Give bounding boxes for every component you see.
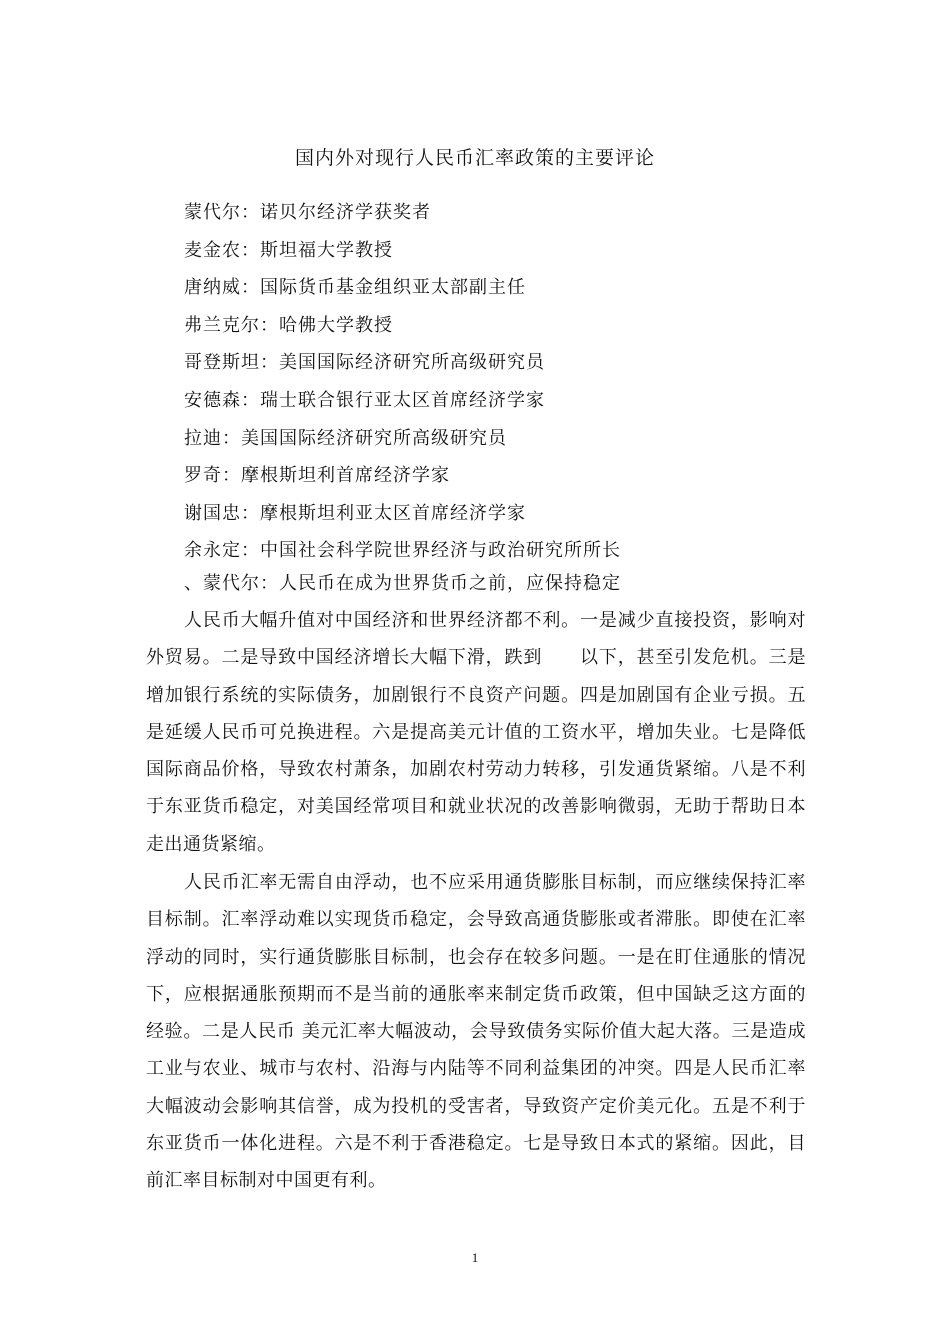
list-item: 余永定：中国社会科学院世界经济与政治研究所所长: [184, 540, 621, 562]
page-title: 国内外对现行人民币汇率政策的主要评论: [294, 147, 655, 169]
list-item: 蒙代尔：诺贝尔经济学获奖者: [184, 202, 431, 223]
page-number: 1: [471, 1250, 479, 1265]
list-item: 弗兰克尔：哈佛大学教授: [184, 314, 393, 336]
list-item: 罗奇：摩根斯坦利首席经济学家: [184, 465, 450, 487]
list-item: 唐纳威：国际货币基金组织亚太部副主任: [184, 277, 526, 299]
list-item: 哥登斯坦：美国国际经济研究所高级研究员: [184, 352, 545, 374]
list-item: 麦金农：斯坦福大学教授: [184, 239, 393, 261]
section-heading: 、蒙代尔：人民币在成为世界货币之前，应保持稳定: [184, 573, 621, 594]
body-paragraph: 人民币大幅升值对中国经济和世界经济都不利。一是减少直接投资，影响对外贸易。二是导致中国经济增长大幅下滑，跌到 以下，甚至引发危机。三是增加银行系统的实际债务，加剧银行不良资产问题。四是加剧国有企业亏损。五是延缓人民币可兑换进程。六是提高美元计值的工资水平，增加失业。七是降低国际商品价格，导致农村萧条，加剧农村劳动力转移，引发通货紧缩。八是不利于东亚货币稳定，对美国经常项目和就业状况的改善影响微弱，无助于帮助日本走出通货紧缩。: [146, 610, 806, 855]
commentator-list: [184, 194, 621, 570]
body-paragraph: 人民币汇率无需自由浮动，也不应采用通货膨胀目标制，而应继续保持汇率目标制。汇率浮动难以实现货币稳定，会导致高通货膨胀或者滞胀。即使在汇率浮动的同时，实行通货膨胀目标制，也会存在较多问题。一是在盯住通胀的情况下，应根据通胀预期而不是当前的通胀率来制定货币政策，但中国缺乏这方面的经验。二是人民币 美元汇率大幅波动，会导致债务实际价值大起大落。三是造成工业与农业、城市与农村、沿海与内陆等不同利益集团的冲突。四是人民币汇率大幅波动会影响其信誉，成为投机的受害者，导致资产定价美元化。五是不利于东亚货币一体化进程。六是不利于香港稳定。七是导致日本式的紧缩。因此，目前汇率目标制对中国更有利。: [146, 872, 806, 1192]
list-item: 谢国忠：摩根斯坦利亚太区首席经济学家: [184, 502, 526, 524]
list-item: 安德森：瑞士联合银行亚太区首席经济学家: [184, 389, 545, 411]
list-item: 拉迪：美国国际经济研究所高级研究员: [184, 427, 507, 449]
